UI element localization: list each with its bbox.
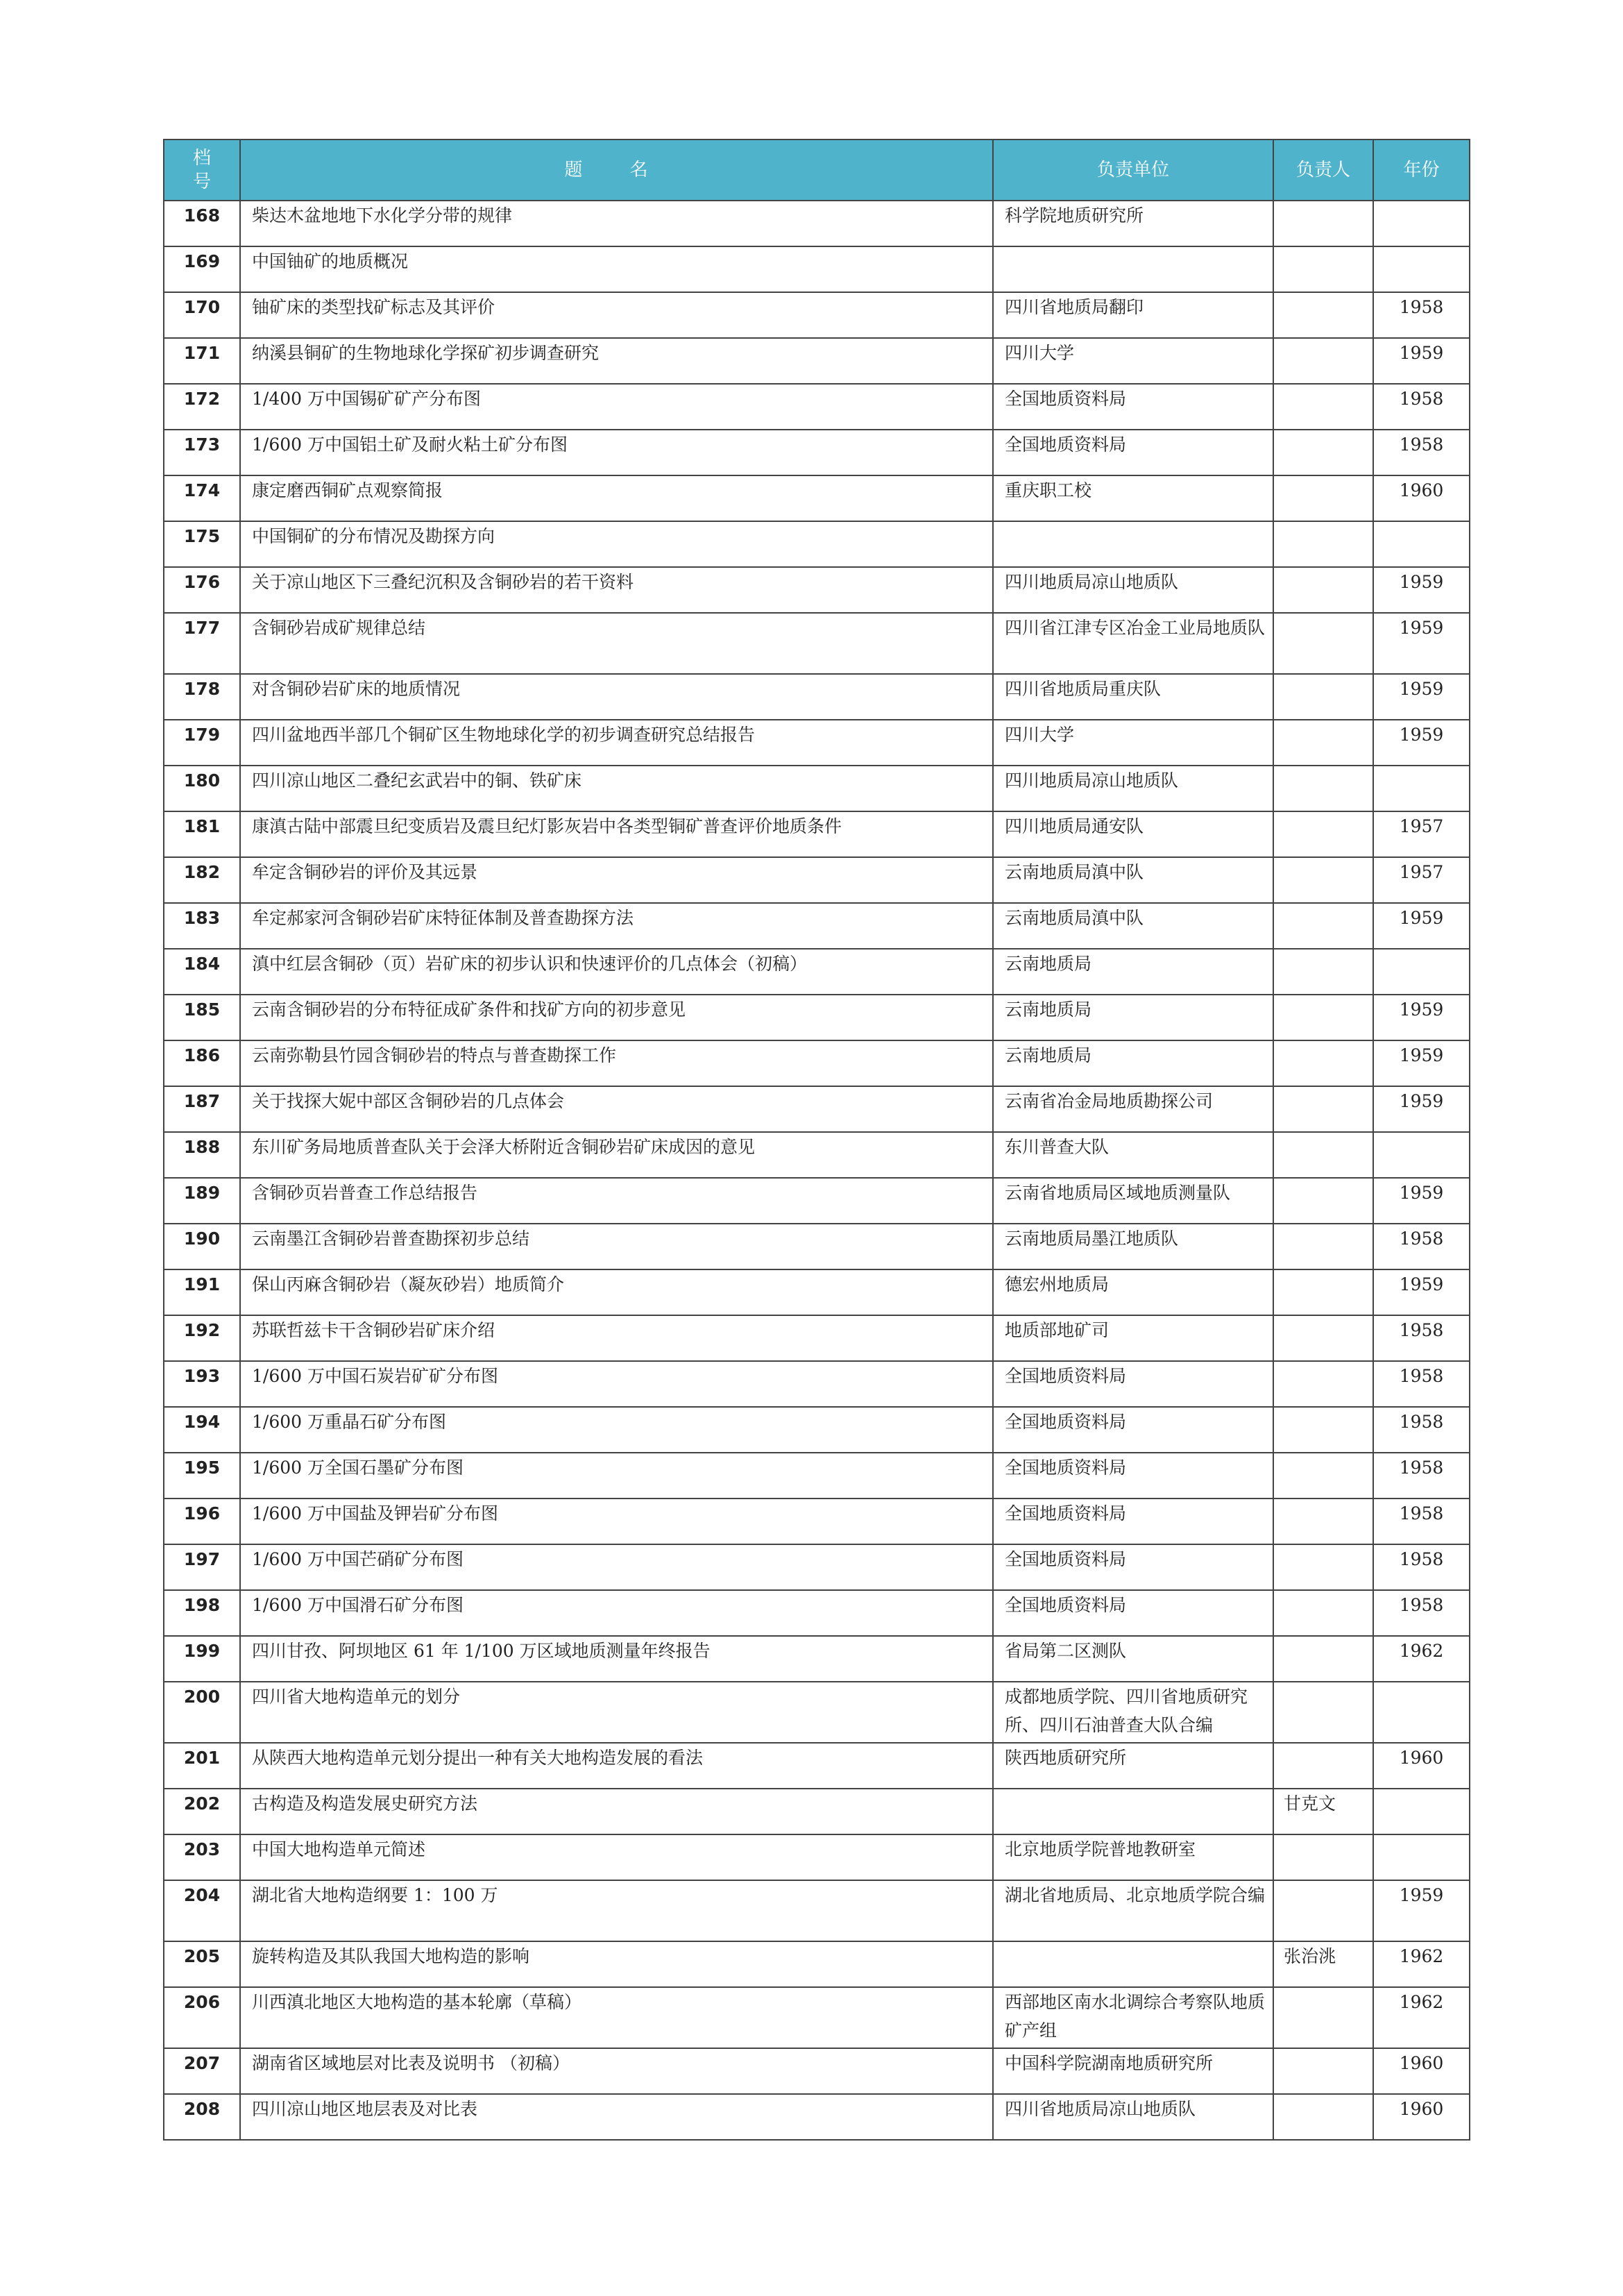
cell-responsible-person [1273, 201, 1373, 246]
table-row [164, 1880, 1470, 1941]
table-row [164, 766, 1470, 811]
cell-responsible-unit: 全国地质资料局 [993, 1407, 1273, 1453]
table-row [164, 338, 1470, 384]
cell-archive-number: 169 [164, 246, 240, 292]
cell-responsible-unit: 四川地质局通安队 [993, 811, 1273, 857]
cell-archive-number: 176 [164, 567, 240, 613]
cell-title: 湖南省区域地层对比表及说明书 （初稿） [240, 2048, 993, 2094]
cell-responsible-person: 甘克文 [1273, 1789, 1373, 1834]
cell-responsible-person [1273, 2094, 1373, 2140]
cell-archive-number: 206 [164, 1987, 240, 2048]
table-row [164, 1499, 1470, 1544]
table-row [164, 1224, 1470, 1269]
cell-archive-number: 184 [164, 949, 240, 995]
cell-title: 1/600 万中国铝土矿及耐火粘土矿分布图 [240, 430, 993, 475]
cell-year [1373, 949, 1470, 995]
cell-archive-number: 190 [164, 1224, 240, 1269]
cell-archive-number: 177 [164, 613, 240, 674]
cell-archive-number: 197 [164, 1544, 240, 1590]
table-row [164, 1789, 1470, 1834]
cell-title: 四川盆地西半部几个铜矿区生物地球化学的初步调查研究总结报告 [240, 720, 993, 766]
table-row [164, 995, 1470, 1040]
cell-responsible-person: 张治洮 [1273, 1941, 1373, 1987]
table-row [164, 811, 1470, 857]
table-row [164, 1178, 1470, 1224]
table-row [164, 1361, 1470, 1407]
cell-year [1373, 246, 1470, 292]
cell-title: 康滇古陆中部震旦纪变质岩及震旦纪灯影灰岩中各类型铜矿普查评价地质条件 [240, 811, 993, 857]
cell-title: 牟定郝家河含铜砂岩矿床特征体制及普查勘探方法 [240, 903, 993, 949]
cell-title: 旋转构造及其队我国大地构造的影响 [240, 1941, 993, 1987]
cell-responsible-unit: 省局第二区测队 [993, 1636, 1273, 1682]
cell-archive-number: 199 [164, 1636, 240, 1682]
cell-responsible-person [1273, 1987, 1373, 2048]
cell-year: 1959 [1373, 1178, 1470, 1224]
table-row [164, 674, 1470, 720]
cell-title: 1/400 万中国锡矿矿产分布图 [240, 384, 993, 430]
cell-responsible-person [1273, 1315, 1373, 1361]
cell-responsible-unit: 四川大学 [993, 338, 1273, 384]
cell-responsible-unit: 全国地质资料局 [993, 1453, 1273, 1499]
table-row [164, 720, 1470, 766]
cell-archive-number: 208 [164, 2094, 240, 2140]
cell-responsible-person [1273, 475, 1373, 521]
cell-title: 1/600 万中国石炭岩矿矿分布图 [240, 1361, 993, 1407]
cell-responsible-unit: 四川省地质局翻印 [993, 292, 1273, 338]
cell-archive-number: 182 [164, 857, 240, 903]
cell-year: 1959 [1373, 1880, 1470, 1941]
cell-archive-number: 198 [164, 1590, 240, 1636]
cell-archive-number: 204 [164, 1880, 240, 1941]
cell-responsible-unit [993, 1789, 1273, 1834]
table-body [164, 201, 1470, 2140]
cell-year [1373, 201, 1470, 246]
cell-responsible-unit: 西部地区南水北调综合考察队地质矿产组 [993, 1987, 1273, 2048]
cell-title: 柴达木盆地地下水化学分带的规律 [240, 201, 993, 246]
cell-title: 中国铜矿的分布情况及勘探方向 [240, 521, 993, 567]
cell-responsible-unit: 北京地质学院普地教研室 [993, 1834, 1273, 1880]
cell-responsible-person [1273, 1743, 1373, 1789]
cell-year: 1959 [1373, 567, 1470, 613]
cell-archive-number: 178 [164, 674, 240, 720]
cell-responsible-person [1273, 766, 1373, 811]
table-row [164, 246, 1470, 292]
cell-responsible-unit: 德宏州地质局 [993, 1269, 1273, 1315]
cell-responsible-unit: 四川省江津专区冶金工业局地质队 [993, 613, 1273, 674]
header-year: 年份 [1373, 140, 1470, 201]
cell-responsible-unit: 四川地质局凉山地质队 [993, 567, 1273, 613]
cell-title: 1/600 万中国盐及钾岩矿分布图 [240, 1499, 993, 1544]
cell-responsible-person [1273, 1834, 1373, 1880]
cell-title: 四川凉山地区地层表及对比表 [240, 2094, 993, 2140]
cell-title: 关于找探大妮中部区含铜砂岩的几点体会 [240, 1086, 993, 1132]
cell-title: 四川甘孜、阿坝地区 61 年 1/100 万区域地质测量年终报告 [240, 1636, 993, 1682]
cell-responsible-person [1273, 1361, 1373, 1407]
table-row [164, 1544, 1470, 1590]
cell-responsible-person [1273, 384, 1373, 430]
cell-year: 1958 [1373, 1590, 1470, 1636]
cell-archive-number: 203 [164, 1834, 240, 1880]
cell-responsible-person [1273, 2048, 1373, 2094]
cell-year: 1960 [1373, 2094, 1470, 2140]
cell-responsible-unit: 中国科学院湖南地质研究所 [993, 2048, 1273, 2094]
cell-responsible-unit: 云南地质局滇中队 [993, 857, 1273, 903]
cell-responsible-unit [993, 521, 1273, 567]
cell-responsible-person [1273, 1132, 1373, 1178]
cell-title: 湖北省大地构造纲要 1：100 万 [240, 1880, 993, 1941]
table-row [164, 1315, 1470, 1361]
cell-responsible-unit [993, 246, 1273, 292]
cell-year: 1958 [1373, 430, 1470, 475]
cell-title: 铀矿床的类型找矿标志及其评价 [240, 292, 993, 338]
cell-title: 云南墨江含铜砂岩普查勘探初步总结 [240, 1224, 993, 1269]
cell-archive-number: 205 [164, 1941, 240, 1987]
cell-responsible-person [1273, 1407, 1373, 1453]
cell-responsible-person [1273, 1224, 1373, 1269]
cell-title: 1/600 万中国滑石矿分布图 [240, 1590, 993, 1636]
cell-archive-number: 207 [164, 2048, 240, 2094]
cell-archive-number: 186 [164, 1040, 240, 1086]
table-header-row [164, 140, 1470, 201]
table-row [164, 1682, 1470, 1743]
cell-archive-number: 189 [164, 1178, 240, 1224]
cell-archive-number: 201 [164, 1743, 240, 1789]
cell-title: 云南含铜砂岩的分布特征成矿条件和找矿方向的初步意见 [240, 995, 993, 1040]
cell-title: 滇中红层含铜砂（页）岩矿床的初步认识和快速评价的几点体会（初稿） [240, 949, 993, 995]
cell-year [1373, 521, 1470, 567]
table-row [164, 1132, 1470, 1178]
cell-archive-number: 192 [164, 1315, 240, 1361]
cell-responsible-unit: 全国地质资料局 [993, 1544, 1273, 1590]
cell-responsible-person [1273, 1682, 1373, 1743]
header-responsible-person: 负责人 [1273, 140, 1373, 201]
cell-responsible-person [1273, 1636, 1373, 1682]
cell-year: 1958 [1373, 292, 1470, 338]
cell-responsible-person [1273, 567, 1373, 613]
cell-archive-number: 188 [164, 1132, 240, 1178]
cell-title: 含铜砂页岩普查工作总结报告 [240, 1178, 993, 1224]
table-row [164, 475, 1470, 521]
cell-year: 1958 [1373, 1407, 1470, 1453]
table-row [164, 1040, 1470, 1086]
cell-year: 1958 [1373, 1361, 1470, 1407]
cell-responsible-unit: 云南地质局滇中队 [993, 903, 1273, 949]
cell-responsible-person [1273, 613, 1373, 674]
cell-responsible-unit: 成都地质学院、四川省地质研究所、四川石油普查大队合编 [993, 1682, 1273, 1743]
cell-year: 1957 [1373, 811, 1470, 857]
header-responsible-unit: 负责单位 [993, 140, 1273, 201]
cell-title: 关于凉山地区下三叠纪沉积及含铜砂岩的若干资料 [240, 567, 993, 613]
cell-responsible-unit: 四川地质局凉山地质队 [993, 766, 1273, 811]
cell-year: 1958 [1373, 1224, 1470, 1269]
cell-title: 纳溪县铜矿的生物地球化学探矿初步调查研究 [240, 338, 993, 384]
cell-year: 1959 [1373, 338, 1470, 384]
table-row [164, 1941, 1470, 1987]
cell-year: 1962 [1373, 1636, 1470, 1682]
cell-archive-number: 196 [164, 1499, 240, 1544]
cell-title: 四川凉山地区二叠纪玄武岩中的铜、铁矿床 [240, 766, 993, 811]
cell-responsible-unit: 全国地质资料局 [993, 1590, 1273, 1636]
cell-year: 1960 [1373, 1743, 1470, 1789]
cell-year: 1959 [1373, 1269, 1470, 1315]
cell-archive-number: 175 [164, 521, 240, 567]
cell-archive-number: 180 [164, 766, 240, 811]
table-row [164, 521, 1470, 567]
cell-responsible-unit: 四川省地质局凉山地质队 [993, 2094, 1273, 2140]
cell-year: 1959 [1373, 995, 1470, 1040]
cell-archive-number: 173 [164, 430, 240, 475]
cell-responsible-unit: 东川普查大队 [993, 1132, 1273, 1178]
cell-responsible-unit: 湖北省地质局、北京地质学院合编 [993, 1880, 1273, 1941]
cell-responsible-person [1273, 674, 1373, 720]
cell-archive-number: 174 [164, 475, 240, 521]
table-row [164, 949, 1470, 995]
cell-title: 保山丙麻含铜砂岩（凝灰砂岩）地质简介 [240, 1269, 993, 1315]
table-row [164, 1834, 1470, 1880]
cell-title: 古构造及构造发展史研究方法 [240, 1789, 993, 1834]
cell-responsible-unit: 云南地质局 [993, 1040, 1273, 1086]
cell-responsible-unit: 重庆职工校 [993, 475, 1273, 521]
cell-responsible-person [1273, 1590, 1373, 1636]
cell-responsible-unit: 云南地质局 [993, 995, 1273, 1040]
table-row [164, 2094, 1470, 2140]
cell-responsible-unit: 地质部地矿司 [993, 1315, 1273, 1361]
cell-year: 1962 [1373, 1941, 1470, 1987]
cell-title: 含铜砂岩成矿规律总结 [240, 613, 993, 674]
cell-responsible-person [1273, 521, 1373, 567]
header-title: 题 名 [240, 140, 993, 201]
cell-year: 1960 [1373, 475, 1470, 521]
table-row [164, 1407, 1470, 1453]
cell-archive-number: 195 [164, 1453, 240, 1499]
cell-responsible-person [1273, 430, 1373, 475]
cell-year: 1958 [1373, 1315, 1470, 1361]
header-archive-number: 档 号 [164, 140, 240, 201]
cell-title: 川西滇北地区大地构造的基本轮廓（草稿） [240, 1987, 993, 2048]
cell-year: 1959 [1373, 1040, 1470, 1086]
cell-archive-number: 187 [164, 1086, 240, 1132]
table-row [164, 613, 1470, 674]
cell-title: 1/600 万全国石墨矿分布图 [240, 1453, 993, 1499]
cell-archive-number: 181 [164, 811, 240, 857]
table-row [164, 2048, 1470, 2094]
cell-year: 1959 [1373, 903, 1470, 949]
cell-responsible-person [1273, 1040, 1373, 1086]
cell-title: 对含铜砂岩矿床的地质情况 [240, 674, 993, 720]
cell-title: 1/600 万重晶石矿分布图 [240, 1407, 993, 1453]
cell-year: 1962 [1373, 1987, 1470, 2048]
cell-title: 康定磨西铜矿点观察简报 [240, 475, 993, 521]
cell-responsible-unit: 陕西地质研究所 [993, 1743, 1273, 1789]
table-row [164, 567, 1470, 613]
cell-responsible-person [1273, 1453, 1373, 1499]
table-row [164, 292, 1470, 338]
cell-year: 1958 [1373, 384, 1470, 430]
cell-responsible-unit: 云南省地质局区域地质测量队 [993, 1178, 1273, 1224]
cell-archive-number: 191 [164, 1269, 240, 1315]
cell-archive-number: 171 [164, 338, 240, 384]
cell-year [1373, 1789, 1470, 1834]
cell-archive-number: 202 [164, 1789, 240, 1834]
cell-archive-number: 193 [164, 1361, 240, 1407]
archive-catalog-table [163, 139, 1470, 2141]
cell-year: 1959 [1373, 674, 1470, 720]
cell-responsible-person [1273, 1544, 1373, 1590]
cell-responsible-person [1273, 1880, 1373, 1941]
cell-title: 牟定含铜砂岩的评价及其远景 [240, 857, 993, 903]
cell-year [1373, 1834, 1470, 1880]
cell-year: 1960 [1373, 2048, 1470, 2094]
cell-responsible-person [1273, 1499, 1373, 1544]
cell-archive-number: 179 [164, 720, 240, 766]
cell-responsible-unit: 四川省地质局重庆队 [993, 674, 1273, 720]
cell-title: 中国铀矿的地质概况 [240, 246, 993, 292]
cell-year: 1959 [1373, 720, 1470, 766]
cell-responsible-unit [993, 1941, 1273, 1987]
cell-title: 1/600 万中国芒硝矿分布图 [240, 1544, 993, 1590]
cell-year: 1959 [1373, 613, 1470, 674]
cell-responsible-unit: 全国地质资料局 [993, 384, 1273, 430]
cell-title: 四川省大地构造单元的划分 [240, 1682, 993, 1743]
cell-archive-number: 170 [164, 292, 240, 338]
cell-year [1373, 1132, 1470, 1178]
cell-responsible-person [1273, 857, 1373, 903]
cell-archive-number: 168 [164, 201, 240, 246]
cell-responsible-unit: 全国地质资料局 [993, 430, 1273, 475]
table-row [164, 1987, 1470, 2048]
table-row [164, 1590, 1470, 1636]
cell-archive-number: 185 [164, 995, 240, 1040]
cell-responsible-person [1273, 995, 1373, 1040]
cell-responsible-person [1273, 1086, 1373, 1132]
cell-responsible-unit: 云南省冶金局地质勘探公司 [993, 1086, 1273, 1132]
cell-archive-number: 200 [164, 1682, 240, 1743]
cell-year: 1959 [1373, 1086, 1470, 1132]
table-row [164, 201, 1470, 246]
table-row [164, 1636, 1470, 1682]
cell-responsible-person [1273, 292, 1373, 338]
cell-archive-number: 172 [164, 384, 240, 430]
cell-title: 东川矿务局地质普查队关于会泽大桥附近含铜砂岩矿床成因的意见 [240, 1132, 993, 1178]
cell-year: 1958 [1373, 1544, 1470, 1590]
cell-responsible-person [1273, 1178, 1373, 1224]
table-row [164, 1453, 1470, 1499]
cell-year: 1958 [1373, 1453, 1470, 1499]
table-row [164, 857, 1470, 903]
cell-responsible-unit: 全国地质资料局 [993, 1499, 1273, 1544]
cell-year [1373, 1682, 1470, 1743]
table-row [164, 1086, 1470, 1132]
cell-title: 苏联哲兹卡干含铜砂岩矿床介绍 [240, 1315, 993, 1361]
cell-responsible-person [1273, 949, 1373, 995]
cell-responsible-person [1273, 811, 1373, 857]
cell-title: 从陕西大地构造单元划分提出一种有关大地构造发展的看法 [240, 1743, 993, 1789]
table-row [164, 1743, 1470, 1789]
cell-responsible-person [1273, 903, 1373, 949]
table-row [164, 430, 1470, 475]
table-row [164, 1269, 1470, 1315]
cell-responsible-person [1273, 1269, 1373, 1315]
cell-responsible-unit: 四川大学 [993, 720, 1273, 766]
cell-title: 云南弥勒县竹园含铜砂岩的特点与普查勘探工作 [240, 1040, 993, 1086]
cell-archive-number: 194 [164, 1407, 240, 1453]
cell-title: 中国大地构造单元简述 [240, 1834, 993, 1880]
table-row [164, 903, 1470, 949]
cell-responsible-unit: 云南地质局 [993, 949, 1273, 995]
cell-year: 1957 [1373, 857, 1470, 903]
cell-year [1373, 766, 1470, 811]
cell-responsible-unit: 科学院地质研究所 [993, 201, 1273, 246]
cell-responsible-person [1273, 338, 1373, 384]
cell-responsible-person [1273, 246, 1373, 292]
cell-responsible-unit: 全国地质资料局 [993, 1361, 1273, 1407]
cell-responsible-person [1273, 720, 1373, 766]
cell-year: 1958 [1373, 1499, 1470, 1544]
cell-archive-number: 183 [164, 903, 240, 949]
cell-responsible-unit: 云南地质局墨江地质队 [993, 1224, 1273, 1269]
table-row [164, 384, 1470, 430]
